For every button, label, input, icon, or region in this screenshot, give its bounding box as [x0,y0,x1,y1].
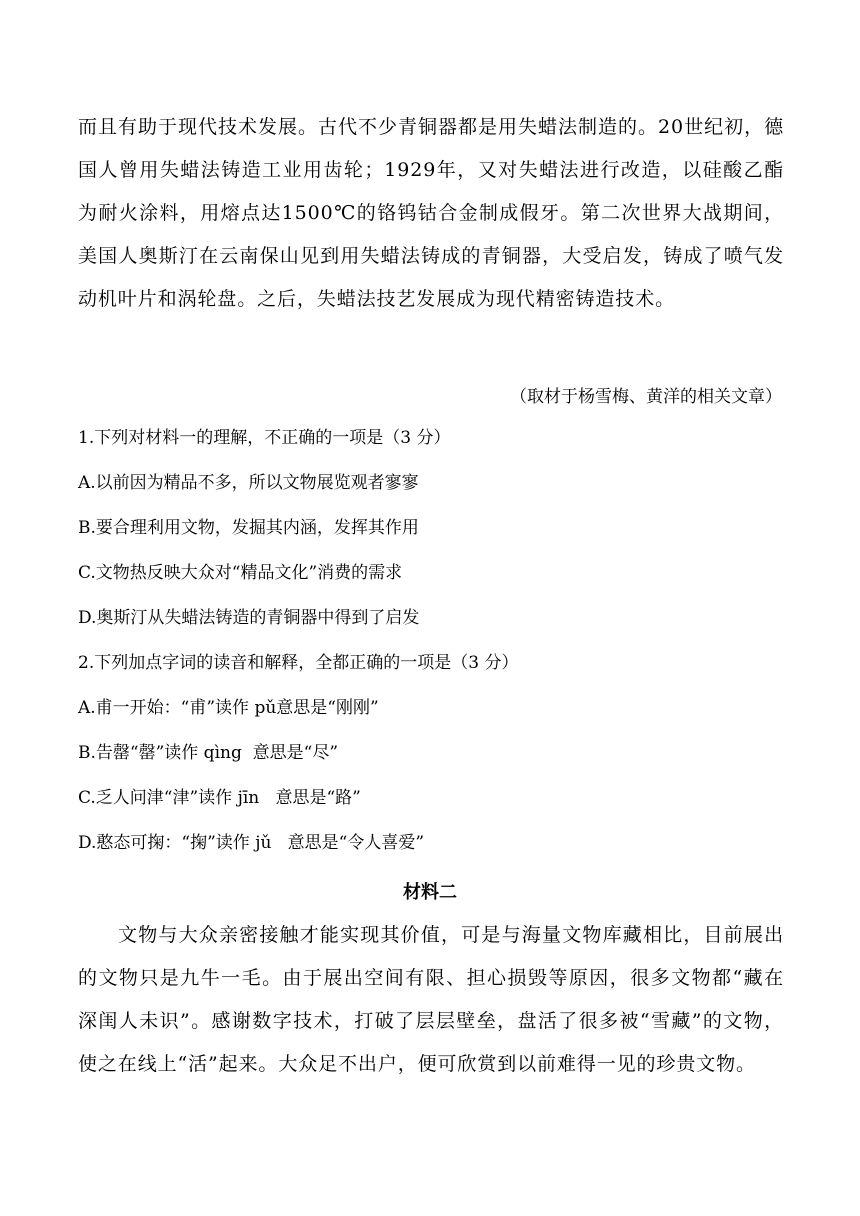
question-2-option-a: A.甫一开始：“甫”读作 pǔ意思是“刚刚” [78,698,379,718]
question-1-stem: 1.下列对材料一的理解，不正确的一项是（3 分） [78,428,451,448]
material-two-heading: 材料二 [403,882,457,903]
question-1-option-d: D.奥斯汀从失蜡法铸造的青铜器中得到了启发 [78,608,420,628]
material-two-passage [78,914,784,1086]
question-1-option-a: A.以前因为精品不多，所以文物展览观者寥寥 [78,473,419,493]
material-two-text: 文物与大众亲密接触才能实现其价值，可是与海量文物库藏相比，目前展出的文物只是九牛一毛。由于展出空间有限、担心损毁等原因，很多文物都“藏在深闺人未识”。感谢数字技术，打破了层层壁垒，盘活了很多被“雪藏”的文物，使之在线上“活”起来。大众足不出户，便可欣赏到以前难得一见的珍贵文物。 [78,924,784,1075]
question-2-option-b: B.告罄“罄”读作 qìng 意思是“尽” [78,743,339,763]
source-note: （取材于杨雪梅、黄洋的相关文章） [510,387,782,407]
question-2-option-c: C.乏人问津“津”读作 jīn 意思是“路” [78,788,361,808]
question-2-option-d: D.憨态可掬：“掬”读作 jǔ 意思是“令人喜爱” [78,833,425,853]
question-1-option-c: C.文物热反映大众对“精品文化”消费的需求 [78,563,403,583]
question-block [78,422,784,872]
question-2-stem: 2.下列加点字词的读音和解释，全都正确的一项是（3 分） [78,653,519,673]
passage-continuation-text: 而且有助于现代技术发展。古代不少青铜器都是用失蜡法制造的。20世纪初，德国人曾用失蜡法铸造工业用齿轮；1929年，又对失蜡法进行改造，以硅酸乙酯为耐火涂料，用熔点达1500℃的铬钨钴合金制成假牙。第二次世界大战期间，美国人奥斯汀在云南保山见到用失蜡法铸成的青铜器，大受启发，铸成了喷气发动机叶片和涡轮盘。之后，失蜡法技艺发展成为现代精密铸造技术。 [78,116,784,310]
passage-continuation [78,106,784,321]
question-1-option-b: B.要合理利用文物，发掘其内涵，发挥其作用 [78,518,419,538]
